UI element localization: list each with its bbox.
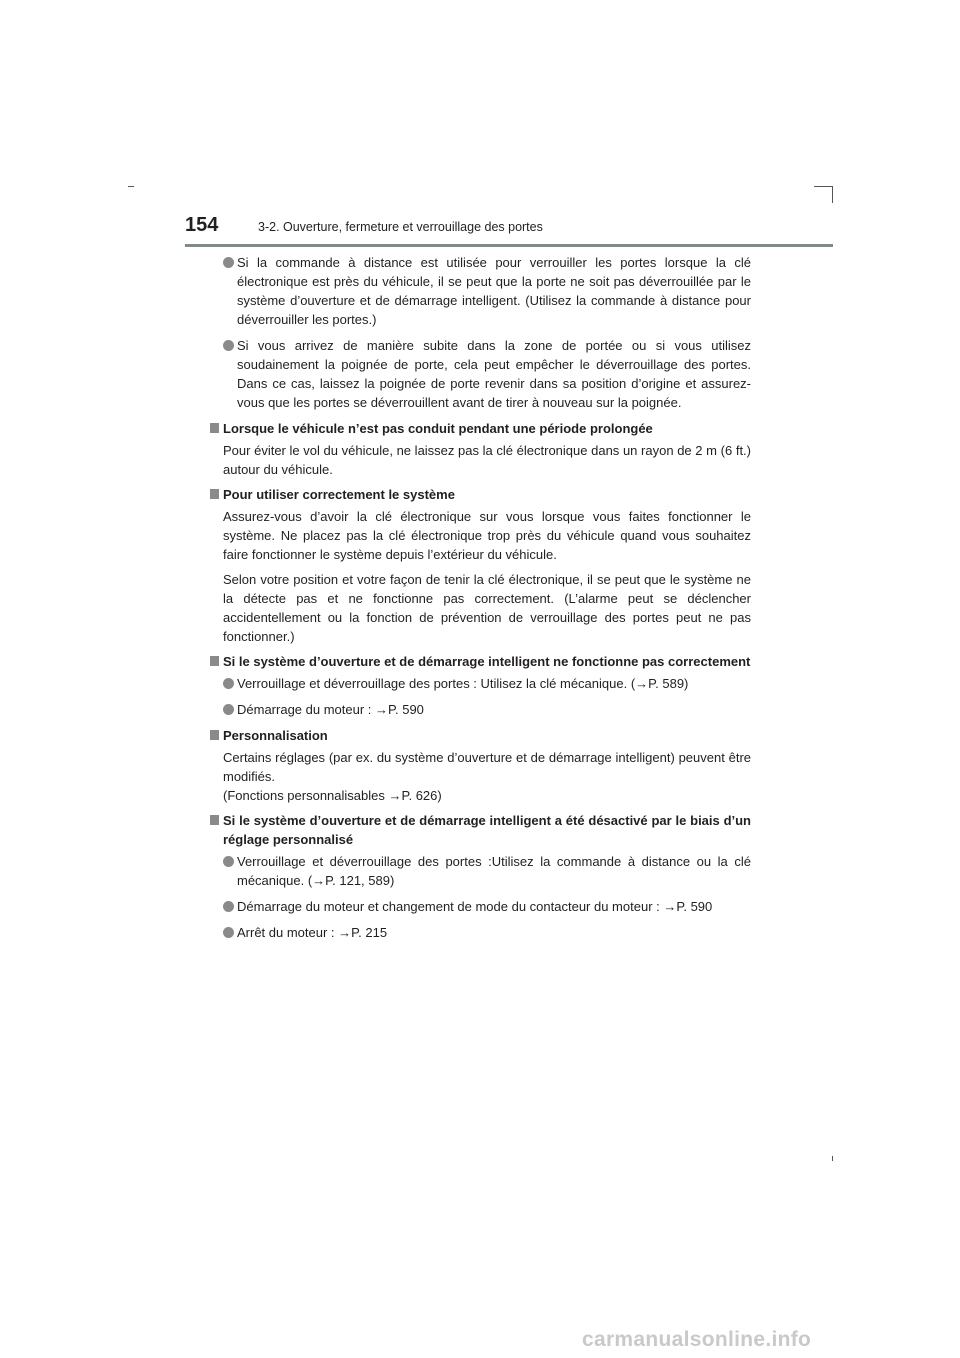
section-heading <box>209 811 751 849</box>
paragraph <box>209 570 751 646</box>
crop-mark-top-right-h <box>814 186 833 187</box>
block-text: Lorsque le véhicule n’est pas conduit pendant une période prolongée <box>223 421 653 436</box>
block-text: Pour utiliser correctement le système <box>223 487 455 502</box>
heading-square-icon <box>210 489 219 499</box>
section-heading <box>209 485 751 504</box>
block-text: Si la commande à distance est utilisée pour verrouiller les portes lorsque la clé électronique est près du véhicule, il se peut que la porte ne soit pas déverrouillée par le système d’ouverture et de démarrage intelligent. (Utilisez la commande à distance pour déverrouiller les portes.) <box>237 255 751 327</box>
paragraph <box>209 507 751 564</box>
bullet-item <box>209 852 751 890</box>
bullet-item <box>209 674 751 693</box>
section-title: 3-2. Ouverture, fermeture et verrouillage des portes <box>258 220 543 234</box>
text-line: Utilisez la commande à distance ou la clé mécanique. (→P. 121, 589) <box>237 854 751 888</box>
text-line: Certains réglages (par ex. du système d’ouverture et de démarrage intelligent) peuvent être modifiés. <box>223 750 751 784</box>
bullet-dot-icon <box>223 856 234 867</box>
heading-square-icon <box>210 656 219 666</box>
heading-square-icon <box>210 423 219 433</box>
text-line: (Fonctions personnalisables →P. 626) <box>223 788 442 803</box>
bullet-item <box>209 897 751 916</box>
page-number: 154 <box>185 214 219 236</box>
page-header <box>185 214 835 248</box>
bullet-dot-icon <box>223 678 234 689</box>
bullet-dot-icon <box>223 901 234 912</box>
bullet-dot-icon <box>223 927 234 938</box>
header-rule <box>185 244 833 247</box>
section-heading <box>209 419 751 438</box>
block-text: Assurez-vous d’avoir la clé électronique sur vous lorsque vous faites fonctionner le système. Ne placez pas la clé électronique trop près du véhicule quand vous souhaitez faire fonctionner le système depuis l’extérieur du véhicule. <box>223 509 751 562</box>
paragraph <box>209 748 751 805</box>
heading-square-icon <box>210 815 219 825</box>
crop-mark-top-left <box>128 186 134 187</box>
watermark: carmanualsonline.info <box>582 1328 812 1351</box>
heading-square-icon <box>210 730 219 740</box>
block-text: Personnalisation <box>223 728 328 743</box>
block-text: Démarrage du moteur et changement de mode du contacteur du moteur : →P. 590 <box>237 899 713 914</box>
section-heading <box>209 726 751 745</box>
bullet-item <box>209 700 751 719</box>
block-text: Selon votre position et votre façon de tenir la clé électronique, il se peut que le système ne la détecte pas et ne fonctionne pas correctement. (L’alarme peut se déclencher accidentellement ou la fonction de prévention de verrouillage des portes peut ne pas fonctionner.) <box>223 572 751 644</box>
text-line: Verrouillage et déverrouillage des portes : <box>237 854 492 869</box>
block-text: Pour éviter le vol du véhicule, ne laissez pas la clé électronique dans un rayon de 2 m (6 ft.) autour du véhicule. <box>223 443 751 477</box>
bullet-dot-icon <box>223 340 234 351</box>
bullet-dot-icon <box>223 257 234 268</box>
crop-mark-top-right-v <box>832 186 833 203</box>
section-heading <box>209 652 751 671</box>
block-text: Verrouillage et déverrouillage des portes : Utilisez la clé mécanique. (→P. 589) <box>237 676 689 691</box>
block-text: Démarrage du moteur : →P. 590 <box>237 702 424 717</box>
block-text: Si le système d’ouverture et de démarrage intelligent a été désactivé par le biais d’un réglage personnalisé <box>223 813 751 847</box>
block-text: Si le système d’ouverture et de démarrage intelligent ne fonctionne pas correctement <box>223 654 751 669</box>
block-text: Si vous arrivez de manière subite dans la zone de portée ou si vous utilisez soudainement la poignée de porte, cela peut empêcher le déverrouillage des portes. Dans ce cas, laissez la poignée de porte revenir dans sa position d’origine et assurez-vous que les portes se déverrouillent avant de tirer à nouveau sur la poignée. <box>237 338 751 410</box>
page-content <box>209 253 751 949</box>
block-text: Arrêt du moteur : →P. 215 <box>237 925 388 940</box>
bullet-dot-icon <box>223 704 234 715</box>
bullet-item <box>209 336 751 412</box>
bullet-item <box>209 923 751 942</box>
crop-mark-bottom-right <box>832 1156 833 1161</box>
paragraph <box>209 441 751 479</box>
bullet-item <box>209 253 751 329</box>
